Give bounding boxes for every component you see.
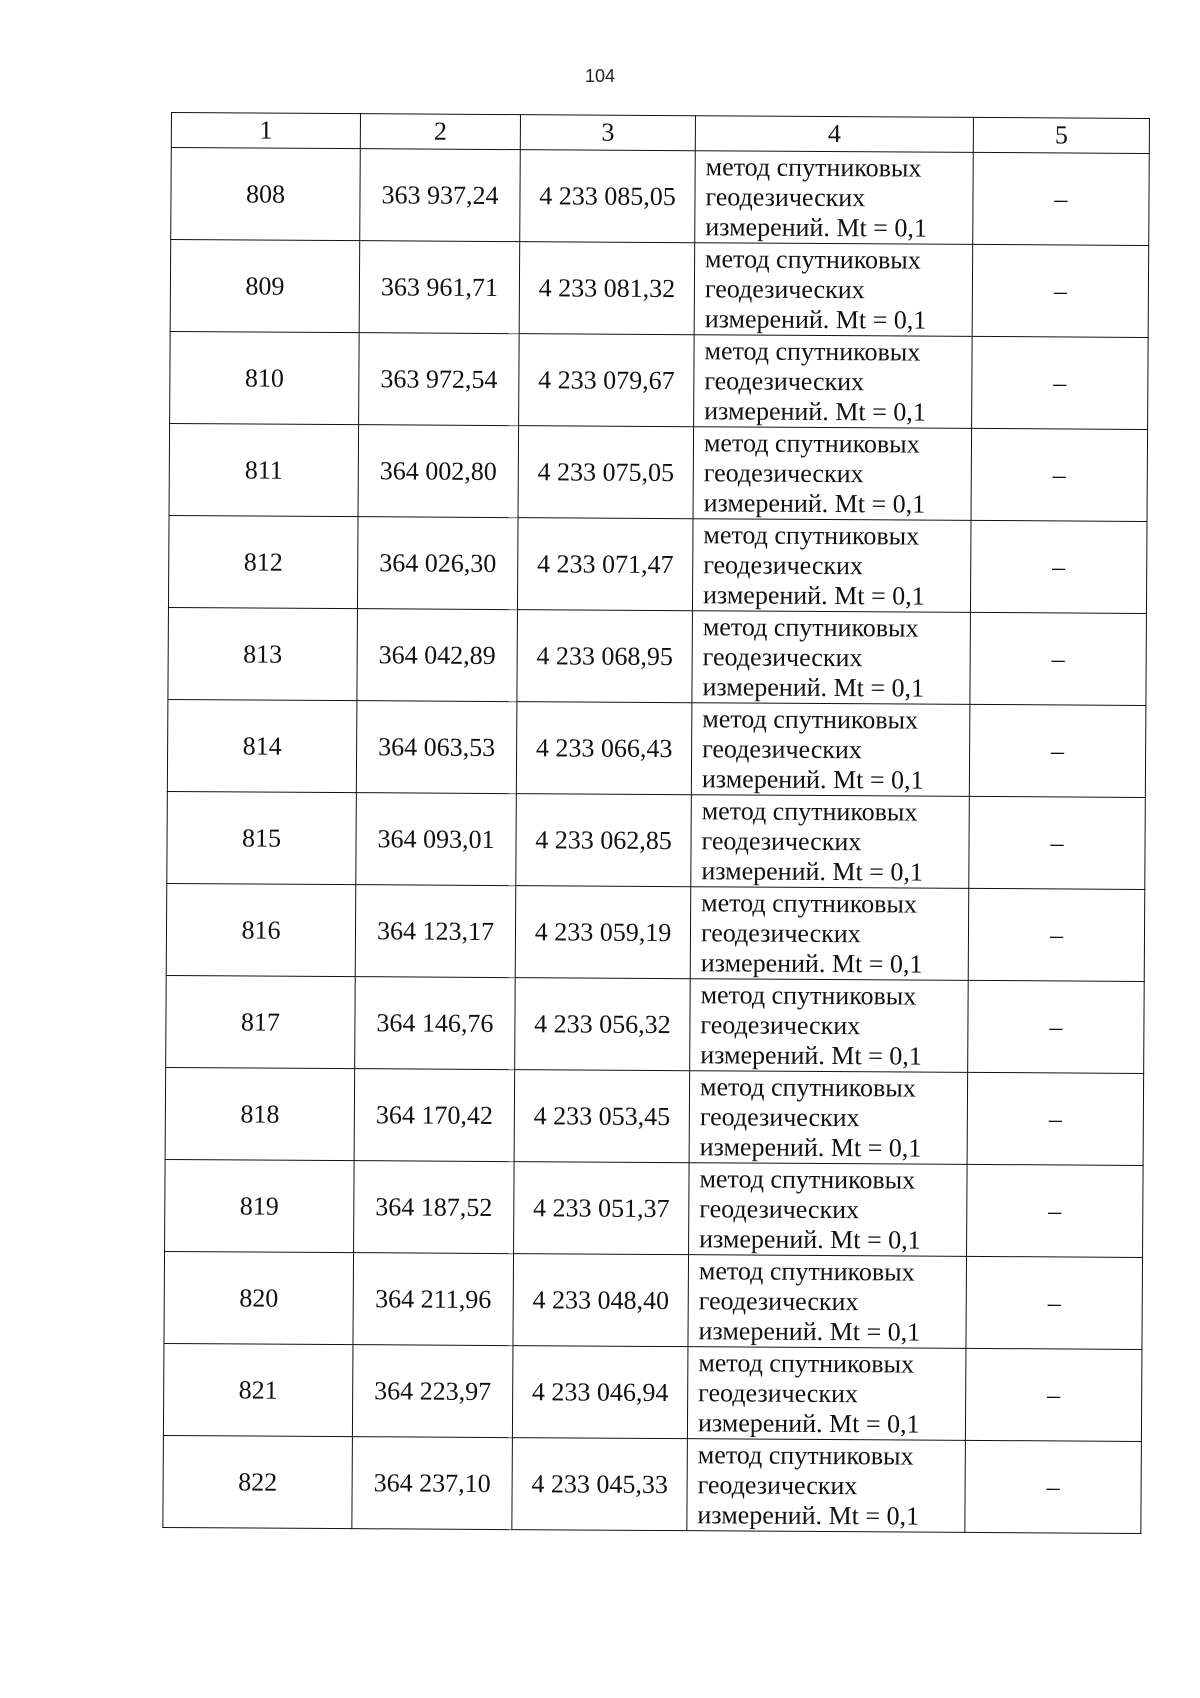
coordinate-y-cell: 4 233 048,40	[513, 1254, 689, 1347]
method-line: измерений. Mt = 0,1	[700, 947, 923, 979]
note-cell: –	[965, 1348, 1142, 1441]
coordinate-y-cell: 4 233 071,47	[517, 518, 693, 611]
method-line: геодезических	[702, 641, 863, 672]
method-cell	[692, 611, 971, 705]
coordinate-y-cell: 4 233 059,19	[515, 886, 691, 979]
method-line: измерений. Mt = 0,1	[705, 211, 928, 243]
note-cell: –	[967, 1164, 1144, 1257]
method-line: геодезических	[703, 457, 864, 488]
method-line: измерений. Mt = 0,1	[697, 1499, 920, 1531]
method-line: измерений. Mt = 0,1	[700, 1039, 922, 1071]
coordinate-x-cell: 364 123,17	[355, 885, 516, 978]
table-row	[167, 699, 1146, 797]
coordinate-y-cell: 4 233 075,05	[518, 426, 694, 519]
method-line: геодезических	[702, 733, 862, 764]
coordinate-x-cell: 364 063,53	[356, 701, 517, 794]
method-line: метод спутниковых	[701, 795, 918, 827]
table-row	[171, 148, 1150, 246]
note-cell: –	[965, 1440, 1142, 1533]
table-row	[163, 1435, 1142, 1533]
coordinate-x-cell: 364 146,76	[355, 977, 516, 1070]
method-line: измерений. Mt = 0,1	[702, 671, 925, 703]
method-line: метод спутниковых	[698, 1347, 915, 1379]
table-row	[166, 975, 1145, 1073]
method-line: геодезических	[699, 1101, 860, 1132]
method-line: метод спутниковых	[702, 611, 919, 643]
table-row	[167, 791, 1146, 889]
coordinate-y-cell: 4 233 085,05	[520, 150, 696, 243]
point-number-cell: 814	[167, 699, 357, 792]
header-col-1: 1	[171, 113, 360, 149]
coordinate-y-cell: 4 233 068,95	[517, 610, 693, 703]
method-cell	[693, 427, 972, 521]
table-header	[171, 113, 1149, 154]
coordinate-y-cell: 4 233 046,94	[512, 1346, 688, 1439]
table-row	[163, 1343, 1142, 1441]
method-line: метод спутниковых	[702, 703, 919, 735]
method-line: геодезических	[703, 549, 864, 580]
point-number-cell: 818	[165, 1067, 355, 1160]
method-line: метод спутниковых	[699, 1163, 916, 1195]
note-cell: –	[966, 1256, 1143, 1349]
point-number-cell: 808	[171, 148, 361, 241]
table-row	[168, 607, 1147, 705]
point-number-cell: 821	[163, 1343, 353, 1436]
coordinate-y-cell: 4 233 079,67	[519, 334, 695, 427]
table-row	[164, 1251, 1143, 1349]
method-line: измерений. Mt = 0,1	[698, 1315, 921, 1347]
point-number-cell: 811	[169, 423, 359, 516]
method-cell	[688, 1255, 967, 1349]
coordinate-y-cell: 4 233 051,37	[514, 1162, 690, 1255]
method-cell	[694, 243, 973, 337]
coordinate-x-cell: 364 026,30	[357, 517, 518, 610]
header-col-5: 5	[973, 117, 1149, 153]
note-cell: –	[968, 888, 1145, 981]
header-col-2: 2	[360, 114, 520, 150]
coordinate-x-cell: 364 223,97	[352, 1345, 513, 1438]
coordinate-x-cell: 364 002,80	[358, 425, 519, 518]
coordinate-x-cell: 363 972,54	[359, 333, 520, 426]
note-cell: –	[972, 336, 1149, 429]
method-cell	[687, 1347, 966, 1441]
coordinate-x-cell: 364 187,52	[354, 1161, 515, 1254]
method-line: измерений. Mt = 0,1	[703, 487, 926, 519]
method-line: геодезических	[700, 1009, 861, 1040]
method-line: геодезических	[705, 181, 866, 212]
method-line: измерений. Mt = 0,1	[697, 1407, 920, 1439]
method-line: геодезических	[697, 1469, 858, 1500]
method-line: геодезических	[698, 1377, 859, 1408]
method-cell	[691, 795, 970, 889]
table-row	[170, 331, 1149, 429]
coordinate-x-cell: 364 211,96	[353, 1253, 514, 1346]
method-line: метод спутниковых	[703, 519, 920, 551]
method-cell	[690, 979, 969, 1073]
method-line: метод спутниковых	[704, 335, 921, 367]
method-line: измерений. Mt = 0,1	[699, 1223, 921, 1255]
method-cell	[687, 1439, 966, 1533]
method-line: метод спутниковых	[703, 427, 920, 459]
method-cell	[689, 1163, 968, 1257]
method-line: метод спутниковых	[699, 1071, 916, 1103]
method-line: метод спутниковых	[700, 979, 917, 1011]
coordinate-y-cell: 4 233 081,32	[519, 242, 695, 335]
coordinate-y-cell: 4 233 062,85	[516, 794, 692, 887]
note-cell: –	[972, 244, 1149, 337]
header-row	[171, 113, 1149, 154]
method-line: измерений. Mt = 0,1	[704, 303, 927, 335]
coordinate-x-cell: 364 042,89	[357, 609, 518, 702]
note-cell: –	[969, 704, 1146, 797]
coordinate-x-cell: 363 961,71	[359, 241, 520, 334]
method-line: метод спутниковых	[705, 243, 921, 275]
table-row	[169, 423, 1148, 521]
point-number-cell: 816	[166, 883, 356, 976]
method-line: метод спутниковых	[697, 1439, 914, 1471]
note-cell: –	[970, 520, 1147, 613]
table-row	[166, 883, 1145, 981]
point-number-cell: 822	[163, 1435, 353, 1528]
method-cell	[694, 335, 973, 429]
method-cell	[691, 703, 970, 797]
header-col-3: 3	[520, 115, 695, 151]
method-line: геодезических	[698, 1285, 859, 1316]
method-line: геодезических	[704, 273, 865, 304]
point-number-cell: 809	[170, 240, 360, 333]
note-cell: –	[969, 796, 1146, 889]
method-line: геодезических	[701, 825, 862, 856]
coordinate-y-cell: 4 233 045,33	[512, 1438, 688, 1531]
method-line: метод спутниковых	[698, 1255, 915, 1287]
method-line: геодезических	[700, 917, 861, 948]
coordinate-y-cell: 4 233 056,32	[515, 978, 691, 1071]
table-row	[165, 1159, 1144, 1257]
method-line: измерений. Mt = 0,1	[701, 763, 924, 795]
point-number-cell: 815	[167, 791, 357, 884]
method-line: метод спутниковых	[705, 151, 922, 183]
note-cell: –	[967, 1072, 1144, 1165]
header-col-4: 4	[695, 116, 973, 153]
coordinate-y-cell: 4 233 053,45	[514, 1070, 690, 1163]
table-row	[170, 240, 1149, 338]
point-number-cell: 817	[166, 975, 356, 1068]
point-number-cell: 819	[165, 1159, 355, 1252]
method-line: измерений. Mt = 0,1	[704, 395, 926, 427]
point-number-cell: 810	[170, 331, 360, 424]
method-line: измерений. Mt = 0,1	[701, 855, 924, 887]
page-number: 104	[584, 66, 616, 86]
coordinate-x-cell: 363 937,24	[360, 149, 521, 242]
method-line: измерений. Mt = 0,1	[699, 1131, 922, 1163]
method-line: измерений. Mt = 0,1	[702, 579, 925, 611]
point-number-cell: 813	[168, 607, 358, 700]
note-cell: –	[973, 152, 1150, 245]
coordinate-x-cell: 364 093,01	[356, 793, 517, 886]
point-number-cell: 820	[164, 1251, 354, 1344]
method-line: геодезических	[704, 365, 865, 396]
coordinates-table	[162, 112, 1150, 1534]
method-cell	[689, 1071, 968, 1165]
coordinate-x-cell: 364 170,42	[354, 1069, 515, 1162]
method-line: геодезических	[699, 1193, 860, 1224]
method-cell	[692, 519, 971, 613]
coordinate-x-cell: 364 237,10	[352, 1437, 513, 1530]
method-cell	[695, 151, 974, 245]
method-cell	[690, 887, 969, 981]
note-cell: –	[968, 980, 1145, 1073]
table-body	[163, 148, 1149, 1534]
point-number-cell: 812	[168, 515, 358, 608]
note-cell: –	[971, 428, 1148, 521]
coordinate-y-cell: 4 233 066,43	[516, 702, 692, 795]
table-row	[168, 515, 1147, 613]
note-cell: –	[970, 612, 1147, 705]
method-line: метод спутниковых	[701, 887, 917, 919]
table-row	[165, 1067, 1144, 1165]
